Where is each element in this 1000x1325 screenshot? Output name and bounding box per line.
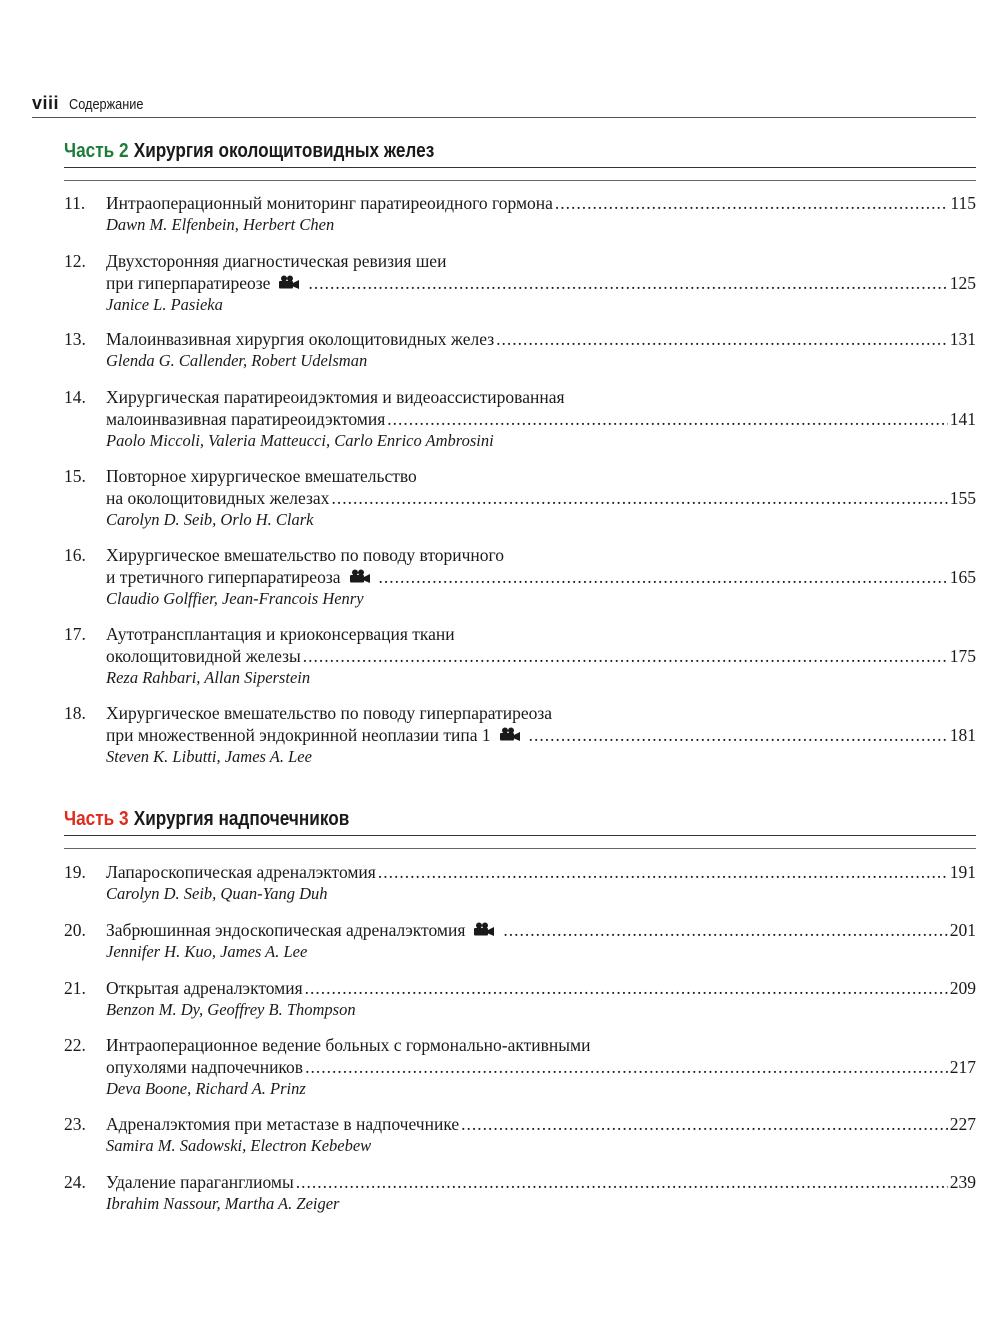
toc-row [64, 623, 976, 645]
dot-leader [305, 1056, 948, 1078]
dot-leader [296, 1171, 948, 1193]
chapter-title: при множественной эндокринной неоплазии типа 1 [106, 725, 491, 745]
toc-entry[interactable] [64, 544, 976, 610]
chapter-number: 23. [64, 1114, 86, 1134]
chapter-title-line: Хирургическое вмешательство по поводу гиперпаратиреоза [106, 703, 553, 723]
video-camera-icon [473, 922, 495, 936]
chapter-page-number[interactable]: 239 [949, 1172, 976, 1192]
chapter-title: Адреналэктомия при метастазе в надпочечнике [106, 1114, 460, 1134]
chapter-title: околощитовидной железы [106, 646, 301, 666]
chapter-title-line: Хирургическая паратиреоидэктомия и видеоассистированная [106, 387, 565, 407]
dot-leader [308, 272, 947, 294]
toc-entry[interactable] [64, 1113, 976, 1157]
running-title: Содержание [69, 96, 144, 113]
chapter-page-number[interactable]: 131 [949, 329, 976, 349]
chapter-page-number[interactable]: 141 [949, 409, 976, 429]
part-heading [64, 140, 976, 168]
toc-row [64, 1078, 976, 1100]
toc-row [64, 977, 976, 999]
dot-leader [529, 724, 948, 746]
chapter-authors: Benzon M. Dy, Geoffrey B. Thompson [106, 1000, 356, 1019]
section-divider [64, 848, 976, 849]
toc-entry[interactable] [64, 386, 976, 452]
chapter-authors: Glenda G. Callender, Robert Udelsman [106, 351, 368, 370]
dot-leader [496, 328, 948, 350]
toc-row [64, 408, 976, 430]
chapter-page-number[interactable]: 125 [949, 273, 976, 293]
chapter-title-leader [106, 977, 976, 999]
toc-row [64, 746, 976, 768]
chapter-title-leader [106, 724, 976, 746]
toc-row [64, 999, 976, 1021]
part-heading-text [64, 140, 434, 163]
part-heading [64, 808, 976, 836]
chapter-number: 13. [64, 329, 86, 349]
chapter-authors: Carolyn D. Seib, Orlo H. Clark [106, 510, 314, 529]
toc-row [64, 1034, 976, 1056]
toc-row [64, 192, 976, 214]
chapter-title-line: Хирургическое вмешательство по поводу вторичного [106, 545, 505, 565]
toc-entry[interactable] [64, 1034, 976, 1100]
toc-row [64, 294, 976, 316]
chapter-title: Забрюшинная эндоскопическая адреналэктомия [106, 920, 466, 940]
toc-row [64, 588, 976, 610]
toc-entry[interactable] [64, 702, 976, 768]
video-camera-icon [278, 275, 300, 289]
toc-entry[interactable] [64, 623, 976, 689]
chapter-number: 12. [64, 251, 86, 271]
chapter-page-number[interactable]: 181 [949, 725, 976, 745]
chapter-number: 16. [64, 545, 86, 565]
chapter-title-line: Интраоперационное ведение больных с гормонально-активными [106, 1035, 591, 1055]
chapter-page-number[interactable]: 201 [949, 920, 976, 940]
chapter-authors: Dawn M. Elfenbein, Herbert Chen [106, 215, 335, 234]
toc-entry[interactable] [64, 465, 976, 531]
toc-row [64, 645, 976, 667]
chapter-page-number[interactable]: 191 [949, 862, 976, 882]
chapter-title-leader [106, 645, 976, 667]
chapter-authors: Samira M. Sadowski, Electron Kebebew [106, 1136, 372, 1155]
chapter-title-leader [106, 861, 976, 883]
toc-entry[interactable] [64, 1171, 976, 1215]
dot-leader [379, 566, 948, 588]
toc-row [64, 487, 976, 509]
dot-leader [555, 192, 948, 214]
chapter-page-number[interactable]: 155 [949, 488, 976, 508]
running-head [32, 93, 976, 118]
video-camera-icon [349, 569, 371, 583]
chapter-page-number[interactable]: 209 [949, 978, 976, 998]
dot-leader [305, 977, 948, 999]
chapter-title: Малоинвазивная хирургия околощитовидных желез [106, 329, 495, 349]
chapter-number: 21. [64, 978, 86, 998]
toc-entry[interactable] [64, 192, 976, 236]
toc-entry[interactable] [64, 919, 976, 963]
page-number: viii [32, 93, 60, 113]
chapter-number: 22. [64, 1035, 86, 1055]
toc-entry[interactable] [64, 977, 976, 1021]
dot-leader [378, 861, 948, 883]
chapter-title-leader [106, 1171, 976, 1193]
dot-leader [303, 645, 948, 667]
chapter-title: малоинвазивная паратиреоидэктомия [106, 409, 386, 429]
chapter-number: 14. [64, 387, 86, 407]
toc-row [64, 350, 976, 372]
toc-row [64, 1056, 976, 1078]
chapter-title-leader [106, 919, 976, 941]
toc-row [64, 544, 976, 566]
part-heading-text [64, 808, 349, 831]
chapter-title-leader [106, 1113, 976, 1135]
chapter-number: 17. [64, 624, 86, 644]
chapter-title-leader [106, 1056, 976, 1078]
toc-row [64, 724, 976, 746]
chapter-number: 24. [64, 1172, 86, 1192]
toc-row [64, 667, 976, 689]
chapter-authors: Deva Boone, Richard A. Prinz [106, 1079, 306, 1098]
part-title: Хирургия надпочечников [133, 808, 350, 830]
toc-row [64, 941, 976, 963]
chapter-page-number[interactable]: 175 [949, 646, 976, 666]
chapter-page-number[interactable]: 227 [949, 1114, 976, 1134]
toc-row [64, 566, 976, 588]
chapter-number: 15. [64, 466, 86, 486]
toc-row [64, 214, 976, 236]
chapter-title: Интраоперационный мониторинг паратиреоидного гормона [106, 193, 553, 213]
toc-row [64, 861, 976, 883]
chapter-title-line: Повторное хирургическое вмешательство [106, 466, 417, 486]
chapter-page-number[interactable]: 115 [950, 193, 976, 213]
toc-entry[interactable] [64, 250, 976, 316]
toc-row [64, 509, 976, 531]
dot-leader [331, 487, 947, 509]
chapter-title-leader [106, 487, 976, 509]
chapter-number: 18. [64, 703, 86, 723]
chapter-number: 19. [64, 862, 86, 882]
chapter-title: при гиперпаратиреозе [106, 273, 271, 293]
chapter-authors: Reza Rahbari, Allan Siperstein [106, 668, 311, 687]
toc-row [64, 250, 976, 272]
chapter-title: Лапароскопическая адреналэктомия [106, 862, 376, 882]
chapter-page-number[interactable]: 217 [949, 1057, 976, 1077]
toc-entry[interactable] [64, 328, 976, 372]
chapter-title: и третичного гиперпаратиреоза [106, 567, 341, 587]
chapter-authors: Carolyn D. Seib, Quan-Yang Duh [106, 884, 328, 903]
chapter-title: Открытая адреналэктомия [106, 978, 303, 998]
chapter-title: опухолями надпочечников [106, 1057, 304, 1077]
chapter-authors: Jennifer H. Kuo, James A. Lee [106, 942, 308, 961]
part-number: Часть 3 [64, 808, 129, 830]
toc-entry[interactable] [64, 861, 976, 905]
chapter-title-line: Двухсторонняя диагностическая ревизия шеи [106, 251, 447, 271]
chapter-number: 20. [64, 920, 86, 940]
chapter-title: Удаление параганглиомы [106, 1172, 294, 1192]
toc-row [64, 1135, 976, 1157]
chapter-title-leader [106, 566, 976, 588]
chapter-number: 11. [64, 193, 86, 213]
toc-row [64, 702, 976, 724]
dot-leader [503, 919, 947, 941]
toc-row [64, 1171, 976, 1193]
chapter-title-leader [106, 328, 976, 350]
toc-row [64, 430, 976, 452]
chapter-authors: Paolo Miccoli, Valeria Matteucci, Carlo Enrico Ambrosini [106, 431, 494, 450]
chapter-page-number[interactable]: 165 [949, 567, 976, 587]
chapter-title-leader [106, 192, 976, 214]
part-number: Часть 2 [64, 140, 129, 162]
toc-row [64, 386, 976, 408]
toc-row [64, 919, 976, 941]
chapter-authors: Claudio Golffier, Jean-Francois Henry [106, 589, 364, 608]
chapter-title-leader [106, 408, 976, 430]
part-title: Хирургия околощитовидных желез [133, 140, 435, 162]
section-divider [64, 180, 976, 181]
toc-row [64, 1193, 976, 1215]
toc-row [64, 465, 976, 487]
toc-row [64, 883, 976, 905]
dot-leader [461, 1113, 948, 1135]
toc-row [64, 328, 976, 350]
chapter-title-line: Аутотрансплантация и криоконсервация ткани [106, 624, 455, 644]
toc-row [64, 1113, 976, 1135]
chapter-authors: Ibrahim Nassour, Martha A. Zeiger [106, 1194, 340, 1213]
video-camera-icon [499, 727, 521, 741]
chapter-authors: Steven K. Libutti, James A. Lee [106, 747, 312, 766]
chapter-authors: Janice L. Pasieka [106, 295, 223, 314]
dot-leader [387, 408, 947, 430]
chapter-title: на околощитовидных железах [106, 488, 330, 508]
chapter-title-leader [106, 272, 976, 294]
toc-row [64, 272, 976, 294]
